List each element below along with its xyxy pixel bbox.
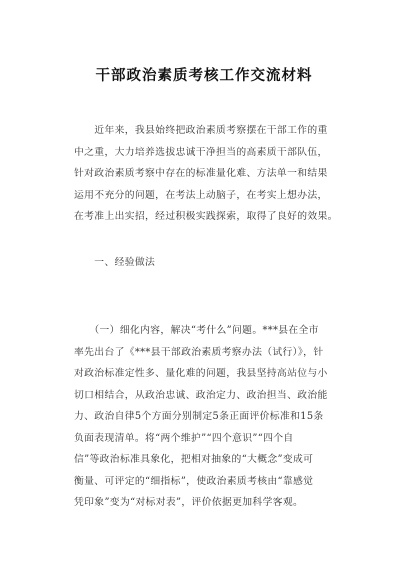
paragraph-line: 力、政治自律5个方面分别制定5条正面评价标准和15条 — [74, 411, 324, 422]
body-paragraph — [74, 320, 336, 514]
paragraph-line: （一）细化内容，解决“考什么”问题。***县在全市 — [74, 325, 319, 336]
section-heading — [74, 252, 336, 274]
paragraph-line: 针对政治素质考察中存在的标准量化难、方法单一和结果 — [74, 168, 328, 179]
paragraph-line: 运用不充分的问题，在考法上动脑子，在考实上想办法， — [74, 189, 328, 201]
paragraph-line: 凭印象”变为“对标对表”，评价依据更加科学客观。 — [74, 497, 304, 508]
paragraph-line: 中之重，大力培养选拔忠诚干净担当的高素质干部队伍， — [74, 146, 328, 158]
paragraph-line: 信”等政治标准具象化，把相对抽象的“大概念”变成可 — [74, 454, 314, 465]
intro-paragraph — [74, 120, 336, 228]
paragraph-line: 切口相结合，从政治忠诚、政治定力、政治担当、政治能 — [74, 389, 328, 401]
paragraph-line: 近年来，我县始终把政治素质考察摆在干部工作的重 — [74, 125, 328, 136]
paragraph-line: 率先出台了《***县干部政治素质考察办法（试行）》，针 — [74, 346, 324, 358]
document-title: 干部政治素质考核工作交流材料 — [95, 68, 313, 84]
paragraph-line: 在考准上出实招，经过积极实践探索，取得了良好的效果。 — [74, 211, 338, 222]
paragraph-line: 对政治标准定性多、量化难的问题，我县坚持高站位与小 — [74, 368, 328, 379]
paragraph-line: 衡量、可评定的“细指标”，使政治素质考核由“靠感觉 — [74, 475, 314, 487]
paragraph-line: 负面表现清单。将“两个维护”“四个意识”“四个自 — [74, 432, 294, 444]
section-heading-text: 一、经验做法 — [74, 257, 156, 268]
